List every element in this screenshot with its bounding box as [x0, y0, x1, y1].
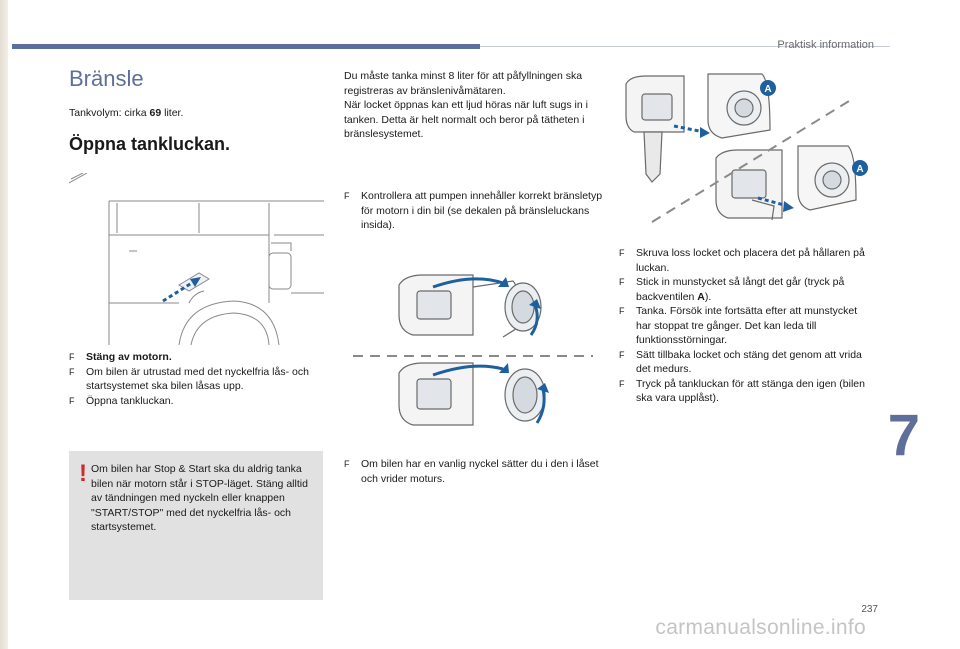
list-item: [619, 246, 874, 275]
fuel-cap-illustration: [353, 265, 593, 447]
tank-volume-suffix: liter.: [161, 107, 184, 119]
bullet-marker: F: [69, 352, 75, 362]
section-header: Praktisk information: [777, 39, 874, 51]
bullet-text: Om bilen är utrustad med det nyckelfria lås- och startsystemet ska bilen låsas upp.: [86, 365, 309, 392]
arrow-icon: [163, 277, 201, 301]
bullet-marker: F: [619, 248, 625, 258]
valve-label: A: [856, 164, 864, 175]
bullet-text: Tanka. Försök inte fortsätta efter att munstycket har stoppat tre gånger. Det kan leda till funktionsstörningar.: [636, 305, 858, 346]
intro-paragraph: När locket öppnas kan ett ljud höras när luft sugs in i tanken. Detta är helt normalt och beror på tätheten i bränslesystemet.: [344, 99, 588, 140]
list-item: [344, 457, 604, 486]
bullet-text: ).: [704, 290, 712, 303]
bullet-marker: F: [344, 191, 350, 201]
van-fuel-flap-illustration: [69, 173, 324, 345]
bullet-marker: F: [619, 378, 625, 389]
refuel-steps: [619, 246, 874, 406]
bullet-text: Skruva loss locket och placera det på hållaren på luckan.: [636, 247, 865, 274]
bullet-text: Tryck på tankluckan för att stänga den igen (bilen ska vara upplåst).: [636, 377, 865, 404]
page-number: 237: [861, 604, 878, 615]
warning-icon: !: [79, 460, 87, 487]
intro-text: [344, 69, 604, 142]
chapter-number: 7: [887, 403, 920, 468]
list-item: [619, 348, 874, 377]
section-subtitle: Öppna tankluckan.: [69, 134, 231, 154]
intro-paragraph: Du måste tanka minst 8 liter för att påfyllningen ska registreras av bränslenivåmätaren.: [344, 70, 583, 97]
fuel-nozzle-illustration: [612, 70, 872, 228]
bullet-text: Stäng av motorn.: [86, 351, 172, 363]
list-item: [344, 189, 604, 233]
bullet-marker: F: [69, 395, 75, 406]
watermark: carmanualsonline.info: [655, 616, 866, 639]
valve-label: A: [764, 84, 772, 95]
bullet-text: Stick in munstycket så långt det går (tryck på backventilen: [636, 276, 845, 303]
bullet-text-bold: A: [697, 290, 705, 303]
header-rule: [12, 44, 480, 49]
bullet-marker: F: [619, 306, 625, 316]
page-title: Bränsle: [69, 66, 144, 91]
list-item: [69, 394, 324, 409]
check-fuel-step: [344, 189, 604, 233]
bullet-marker: F: [69, 366, 75, 377]
bullet-text: Öppna tankluckan.: [86, 394, 174, 407]
tank-volume: [69, 107, 183, 119]
tank-volume-value: 69: [149, 107, 162, 119]
bullet-text: Kontrollera att pumpen innehåller korrekt bränsletyp för motorn i din bil (se dekalen på bränsleluckans insida).: [361, 190, 603, 231]
key-step: [344, 457, 604, 486]
list-item: [619, 275, 874, 304]
warning-box: [69, 451, 323, 600]
bullet-marker: F: [619, 349, 625, 360]
list-item: [619, 377, 874, 406]
valve-label-a-top: [760, 80, 776, 96]
bullet-text: Om bilen har en vanlig nyckel sätter du i den i låset och vrider moturs.: [361, 458, 599, 485]
list-item: [69, 365, 324, 394]
tank-volume-prefix: Tankvolym: cirka: [69, 107, 150, 119]
list-item: [619, 304, 874, 348]
bullet-marker: F: [344, 459, 350, 469]
bullet-marker: F: [619, 277, 625, 287]
page-edge-strip: [0, 0, 8, 649]
bullet-text: Sätt tillbaka locket och stäng det genom att vrida det medurs.: [636, 348, 862, 375]
valve-label-a-bottom: [852, 160, 868, 176]
list-item: [69, 350, 324, 365]
steps-open-flap: [69, 350, 324, 408]
warning-text: Om bilen har Stop & Start ska du aldrig tanka bilen när motorn står i STOP-läget. Stäng alltid av tändningen med nyckeln eller knappen "START/STOP" med det nyckelfria lås- och startsystemet.: [91, 463, 308, 533]
